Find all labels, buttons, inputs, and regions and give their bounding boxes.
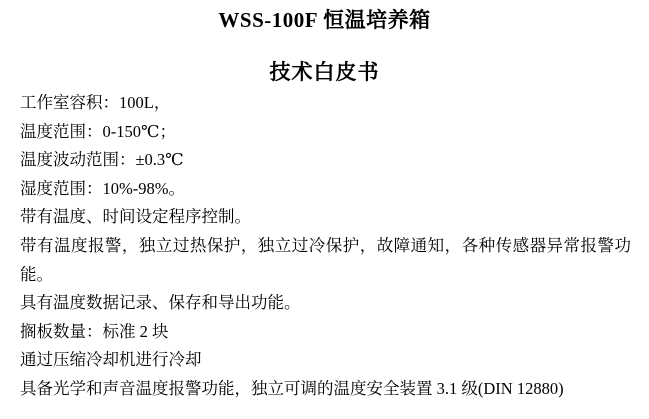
document-subtitle: 技术白皮书 [269, 60, 380, 84]
spec-line-temperature-fluctuation: 温度波动范围：±0.3℃ [20, 150, 184, 170]
spec-line-shelf-count: 搁板数量：标准 2 块 [20, 321, 169, 341]
spec-line-data-recording: 具有温度数据记录、保存和导出功能。 [20, 293, 301, 313]
spec-line-program-control: 带有温度、时间设定程序控制。 [20, 207, 251, 227]
document-body [0, 85, 649, 404]
document-title: WSS-100F 恒温培养箱 [218, 8, 431, 32]
spec-line-temperature-range: 温度范围：0-150℃； [20, 121, 176, 141]
spec-line-alarm-protection: 带有温度报警，独立过热保护，独立过冷保护，故障通知，各种传感器异常报警功能。 [20, 235, 631, 284]
spec-line-humidity-range: 湿度范围：10%-98%。 [20, 178, 185, 198]
spec-line-safety-device: 具备光学和声音温度报警功能，独立可调的温度安全装置 3.1 级(DIN 12880) [20, 378, 564, 398]
spec-line-work-chamber-volume: 工作室容积：100L， [20, 93, 171, 112]
spec-line-compressor-cooling: 通过压缩冷却机进行冷却 [20, 350, 202, 370]
